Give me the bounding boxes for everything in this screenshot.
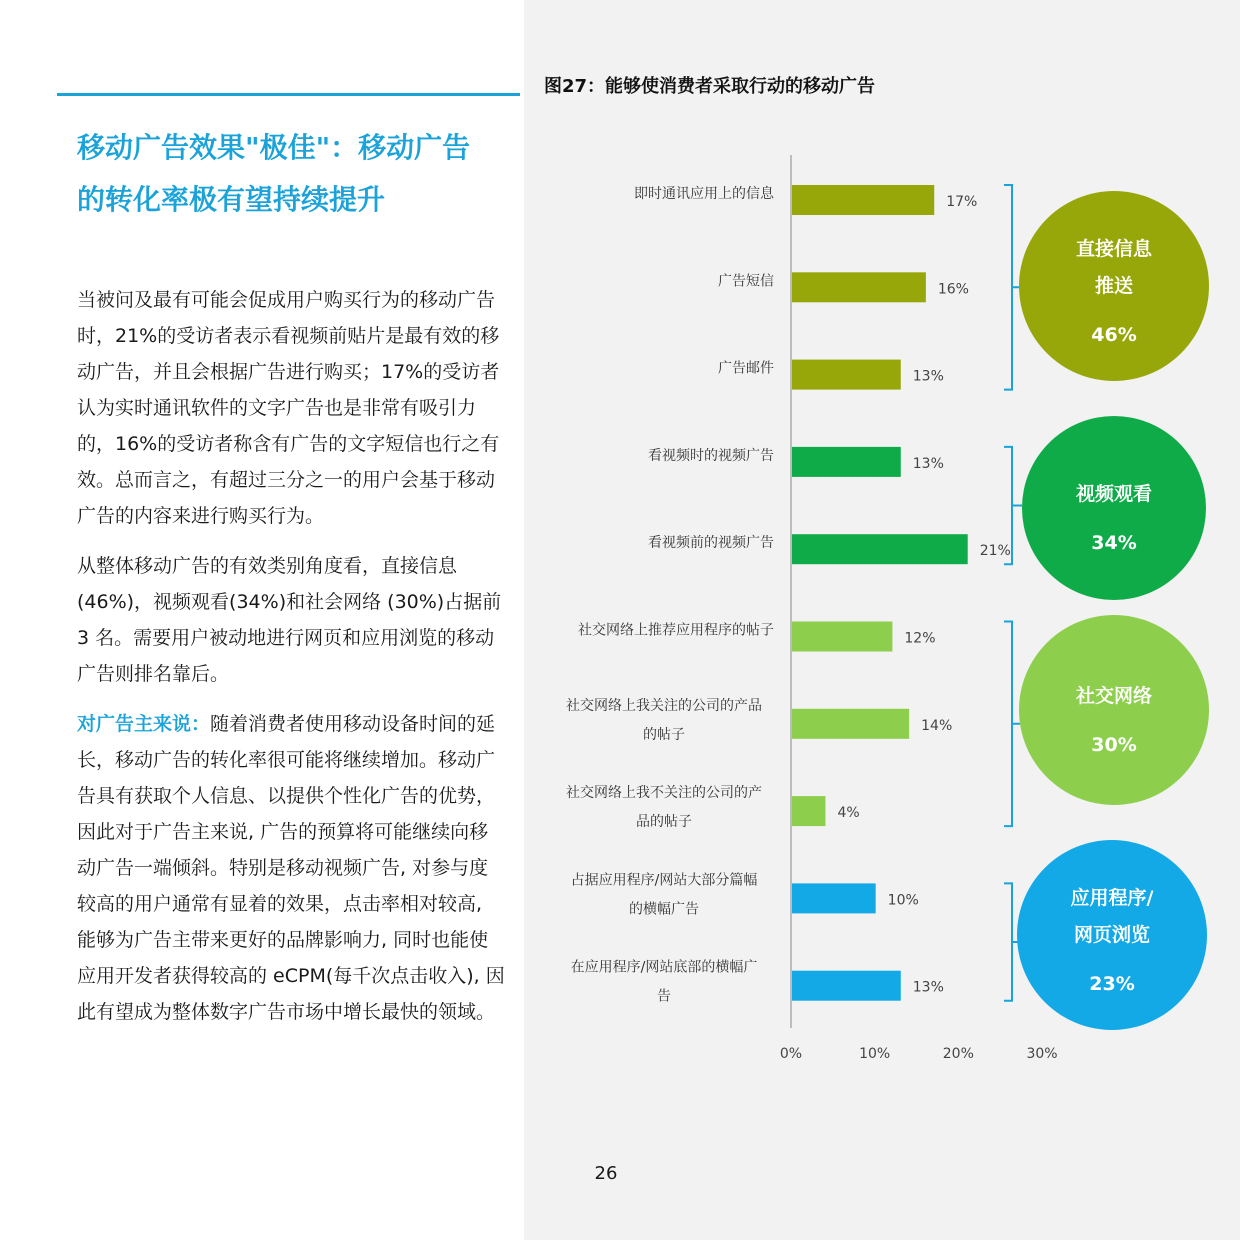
page-number: 26 <box>594 1163 618 1184</box>
category-label-5: 看视频前的视频广告 <box>648 535 774 552</box>
category-label-8-line-1: 社交网络上我不关注的公司的产 <box>566 785 762 802</box>
bar-value-label-10: 13% <box>912 979 944 996</box>
paragraph-3-rest: 随着消费者使用移动设备时间的延长，移动广告的转化率很可能将继续增加。移动广告具有获取个人信息、以提供个性化广告的优势，因此对于广告主来说, 广告的预算将可能继续向移动广告一端倾斜。特别是移动视频广告, 对参与度较高的用户通常有显着的效果，点击率相对较高, 能够为广告主带来更好的品牌影响力, 同时也能使应用开发者获得较高的 eCPM(每千次点击收入), 因此有望成为整体数字广告市场中增长最快的领域。 <box>77 713 505 1023</box>
group-total-1: 46% <box>1091 324 1137 346</box>
category-label-9-line-2: 的横幅广告 <box>629 901 699 918</box>
bar-value-label-8: 4% <box>837 805 860 822</box>
group-name-2: 视频观看 <box>1075 483 1153 505</box>
group-total-3: 30% <box>1091 734 1137 756</box>
paragraph-2: 从整体移动广告的有效类别角度看，直接信息(46%)，视频观看(34%)和社会网络 (30%)占据前 3 名。需要用户被动地进行网页和应用浏览的移动广告则排名靠后。 <box>77 555 502 685</box>
bar-value-label-5: 21% <box>979 543 1011 560</box>
group-bracket-3 <box>1004 622 1022 827</box>
bar-8 <box>792 796 825 826</box>
category-label-1: 即时通讯应用上的信息 <box>634 186 774 202</box>
header-rule <box>57 93 520 96</box>
bar-1 <box>792 185 934 215</box>
body-text <box>77 282 507 1044</box>
group-name-3: 社交网络 <box>1075 685 1153 707</box>
figure-title: 图27：能够使消费者采取行动的移动广告 <box>544 76 876 97</box>
category-label-10-line-1: 在应用程序/网站底部的横幅广 <box>570 959 758 976</box>
category-label-7-line-2: 的帖子 <box>643 726 685 743</box>
paragraph-3-lead: 对广告主来说： <box>77 713 211 735</box>
bar-9 <box>792 883 876 913</box>
group-circle-3 <box>1019 615 1209 805</box>
group-circle-2 <box>1022 416 1206 600</box>
category-label-2: 广告短信 <box>718 273 774 290</box>
bar-chart <box>524 140 1240 1070</box>
bar-value-label-7: 14% <box>921 717 953 734</box>
category-label-3: 广告邮件 <box>718 360 774 377</box>
bar-4 <box>792 447 901 477</box>
page-headline <box>77 122 517 226</box>
category-label-10-line-2: 告 <box>657 988 671 1005</box>
bar-value-label-3: 13% <box>912 368 944 385</box>
group-name-4-line-2: 网页浏览 <box>1073 924 1151 946</box>
group-name-1-line-1: 直接信息 <box>1075 238 1153 260</box>
bar-3 <box>792 360 901 390</box>
group-name-1-line-2: 推送 <box>1094 275 1134 297</box>
category-label-7-line-1: 社交网络上我关注的公司的产品 <box>566 697 762 714</box>
bar-10 <box>792 971 901 1001</box>
paragraph-3 <box>77 706 507 1030</box>
category-label-8-line-2: 品的帖子 <box>636 814 692 831</box>
bar-2 <box>792 272 926 302</box>
group-total-2: 34% <box>1091 532 1137 554</box>
category-label-4: 看视频时的视频广告 <box>648 447 774 464</box>
bar-7 <box>792 709 909 739</box>
category-label-6: 社交网络上推荐应用程序的帖子 <box>578 622 774 639</box>
group-name-4-line-1: 应用程序/ <box>1070 887 1154 909</box>
bar-6 <box>792 622 892 652</box>
bar-value-label-2: 16% <box>937 281 969 298</box>
headline-line-1: 移动广告效果"极佳"：移动广告 <box>77 131 471 164</box>
headline-line-2: 的转化率极有望持续提升 <box>77 183 386 216</box>
group-total-4: 23% <box>1089 973 1135 995</box>
paragraph-1: 当被问及最有可能会促成用户购买行为的移动广告时，21%的受访者表示看视频前贴片是最有效的移动广告，并且会根据广告进行购买；17%的受访者认为实时通讯软件的文字广告也是非常有吸引力的，16%的受访者称含有广告的文字短信也行之有效。总而言之，有超过三分之一的用户会基于移动广告的内容来进行购买行为。 <box>77 289 500 527</box>
bar-value-label-4: 13% <box>912 455 944 472</box>
x-tick-label-0: 0% <box>779 1046 803 1062</box>
x-tick-label-30: 30% <box>1026 1046 1058 1062</box>
x-tick-label-20: 20% <box>942 1046 974 1062</box>
x-tick-label-10: 10% <box>859 1046 891 1062</box>
bar-5 <box>792 534 968 564</box>
bar-value-label-9: 10% <box>887 892 919 909</box>
category-label-9-line-1: 占据应用程序/网站大部分篇幅 <box>570 872 758 889</box>
bar-value-label-1: 17% <box>946 194 978 210</box>
bar-value-label-6: 12% <box>904 630 936 647</box>
